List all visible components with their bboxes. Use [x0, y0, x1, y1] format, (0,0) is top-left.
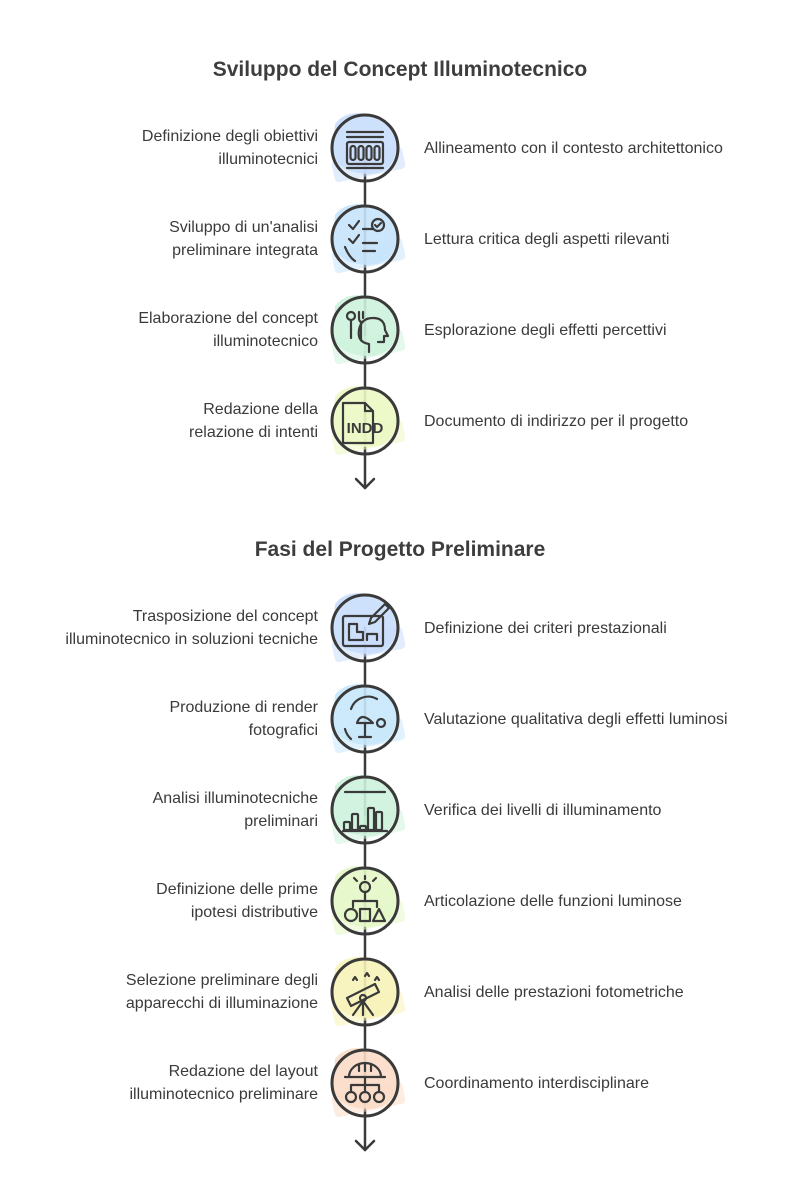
- step-description: Valutazione qualitativa degli effetti luminosi: [424, 710, 728, 728]
- step-node: [331, 593, 406, 663]
- step-node: [331, 204, 406, 274]
- step-description: Analisi delle prestazioni fotometriche: [424, 983, 684, 1001]
- step-node: [331, 1048, 406, 1118]
- step-description: Coordinamento interdisciplinare: [424, 1074, 650, 1092]
- step-node: [331, 957, 406, 1027]
- step-node: [331, 866, 406, 936]
- step-description: Allineamento con il contesto architettonico: [424, 139, 723, 157]
- step-title: Redazione del layout illuminotecnico preliminare: [129, 1063, 318, 1103]
- step-description: Articolazione delle funzioni luminose: [424, 892, 682, 910]
- step-title: Redazione della relazione di intenti: [189, 401, 318, 441]
- step-description: Esplorazione degli effetti percettivi: [424, 321, 667, 339]
- step-description: Documento di indirizzo per il progetto: [424, 412, 689, 430]
- step-title: Produzione di render fotografici: [169, 699, 318, 739]
- step-title: Elaborazione del concept illuminotecnico: [138, 310, 318, 350]
- step-node: [331, 775, 406, 845]
- step-description: Verifica dei livelli di illuminamento: [424, 801, 662, 819]
- step-node: [331, 684, 406, 754]
- step-title: Selezione preliminare degli apparecchi di illuminazione: [125, 972, 318, 1012]
- indd-icon-text: INDD: [346, 420, 384, 437]
- step-title: Definizione delle prime ipotesi distributive: [156, 881, 318, 921]
- step-description: Lettura critica degli aspetti rilevanti: [424, 230, 670, 248]
- section-title: Sviluppo del Concept Illuminotecnico: [212, 58, 588, 81]
- step-node: [331, 295, 406, 365]
- step-title: Definizione degli obiettivi illuminotecnici: [141, 128, 318, 168]
- step-title: Sviluppo di un'analisi preliminare integrata: [169, 219, 318, 259]
- step-node: [331, 386, 406, 456]
- section-title: Fasi del Progetto Preliminare: [254, 538, 546, 561]
- step-title: Analisi illuminotecniche preliminari: [152, 790, 318, 830]
- step-description: Definizione dei criteri prestazionali: [424, 619, 667, 637]
- step-title: Trasposizione del concept illuminotecnico in soluzioni tecniche: [65, 608, 318, 648]
- step-node: [331, 113, 406, 183]
